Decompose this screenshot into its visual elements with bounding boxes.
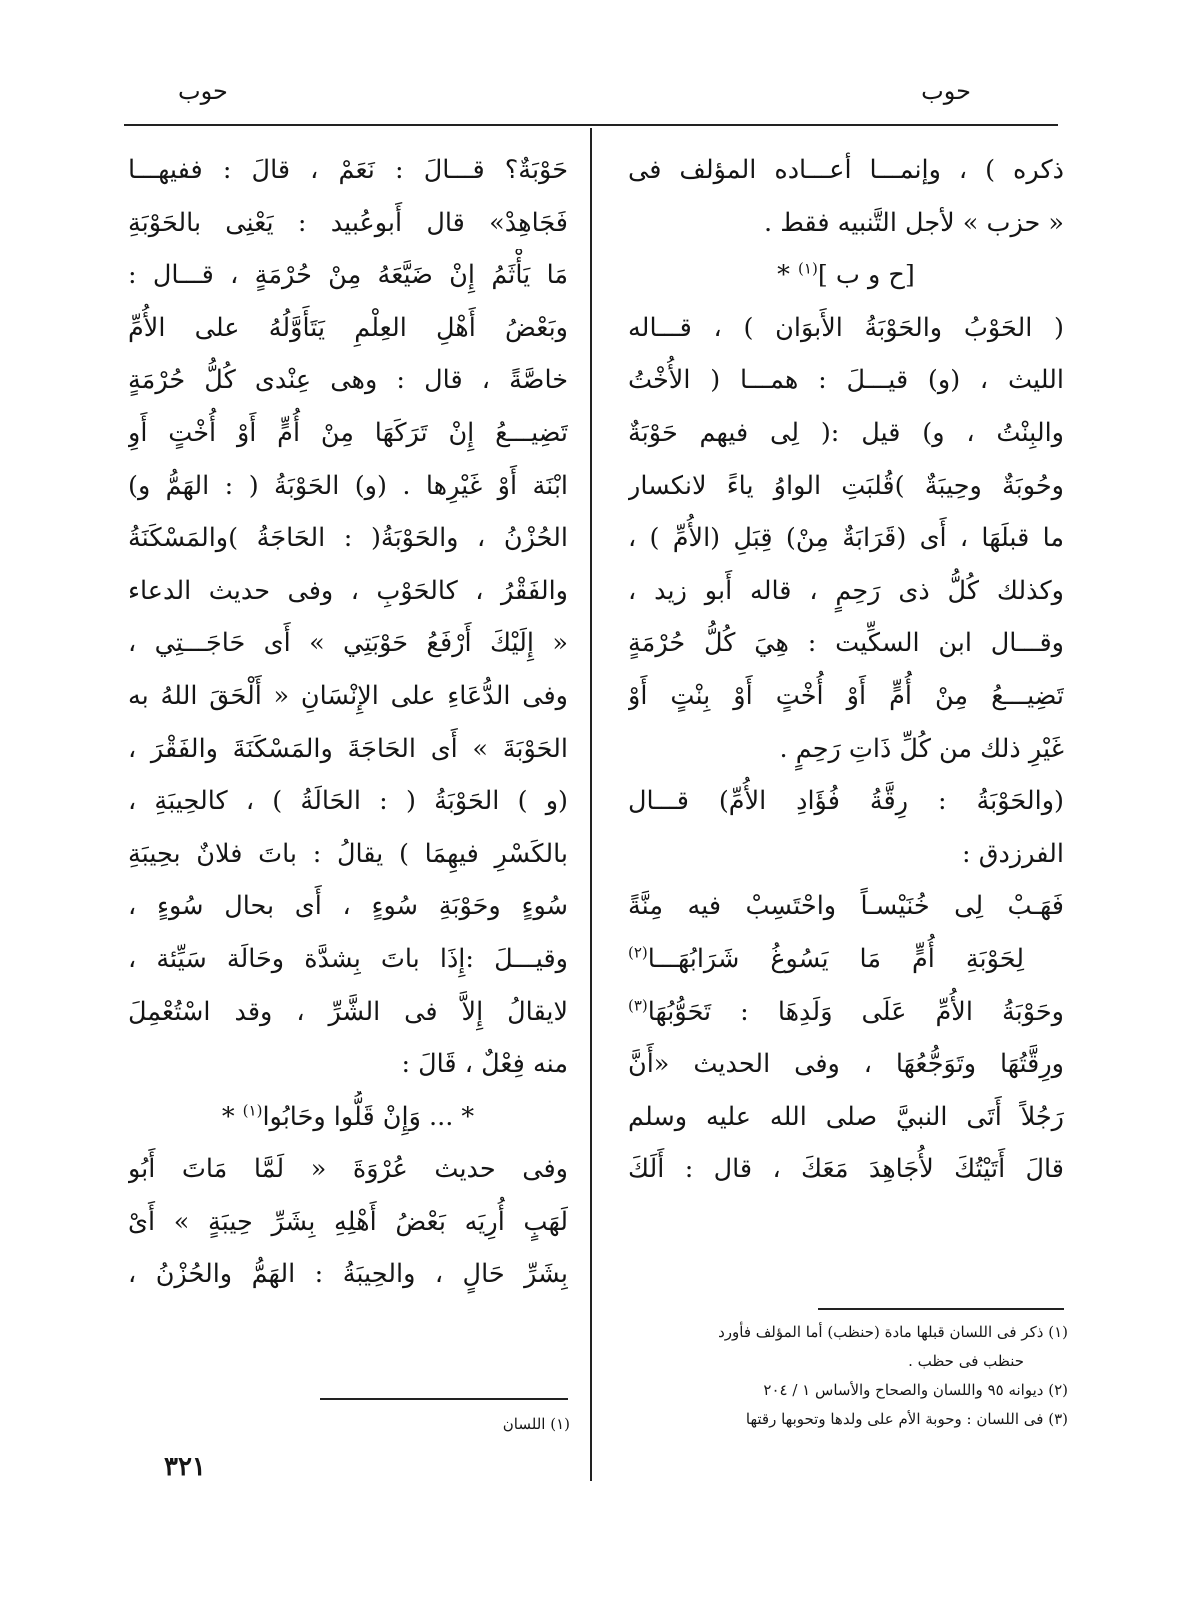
text-line: وكذلك كُلُّ ذى رَحِمٍ ، قاله أَبو زيد ، xyxy=(628,575,1064,606)
text-line: رَجُلاً أَتَى النبيَّ صلى الله عليه وسلم xyxy=(628,1101,1064,1132)
column-divider xyxy=(590,128,592,1481)
verse-line: فَهَـبْ لِى خُنَيْسـاً واحْتَسِبْ فيه مِنَّةً xyxy=(628,891,1064,922)
footnote-rule xyxy=(320,1398,568,1400)
text-line: مَا يَأْثَمُ إِنْ ضَيَّعَهُ مِنْ حُرْمَةٍ ، قـــال : xyxy=(128,260,568,291)
heading-text: [ح و ب ] xyxy=(817,260,915,291)
verse-line xyxy=(628,933,1064,986)
verse-mark: * xyxy=(221,1101,235,1132)
footnote: (١) اللسان xyxy=(502,1415,570,1433)
text-line: تَضِيـــعُ إِنْ تَرَكَهَا مِنْ أُمٍّ أَوْ أُخْتٍ أَوِ xyxy=(128,417,568,448)
footnote-ref: (٣) xyxy=(628,996,648,1014)
text-line: ( الحَوْبُ والحَوْبَةُ الأَبوَان ) ، قـــاله xyxy=(628,312,1064,343)
footnote-rule xyxy=(818,1308,1064,1310)
text-line: بِشَرِّ حَالٍ ، والحِيبَةُ : الهَمُّ والحُزْنُ ، xyxy=(128,1259,568,1290)
text-line: لايقالُ إِلاَّ فى الشَّرِّ ، وقد اسْتُعْمِلَ xyxy=(128,996,568,1027)
text-line: بالكَسْرِ فيهِمَا ) يقالُ : باتَ فلانٌ بحِيبَةِ xyxy=(128,838,568,869)
right-column xyxy=(628,144,1064,1196)
text-line: والبِنْتُ ، و) قيل :( لِى فيهم حَوْبَةٌ xyxy=(628,417,1064,448)
text-line: وفى الدُّعَاءِ على الإِنْسَانِ « أَلْحَقَ اللهُ به xyxy=(128,680,568,711)
footnote-ref: (١) xyxy=(798,259,818,278)
footnote: (٣) فى اللسان : وحوبة الأم على ولدها وتحوبها رقتها xyxy=(745,1410,1068,1428)
text-line: لَهَبٍ أُرِيَه بَعْضُ أَهْلِهِ بِشَرِّ حِيبَةٍ » أَىْ xyxy=(128,1206,568,1237)
text-line: الحُزْنُ ، والحَوْبَةُ( : الحَاجَةُ )والمَسْكَنَةُ xyxy=(128,523,568,554)
text-line: والفَقْرُ ، كالحَوْبِ ، وفى حديث الدعاء xyxy=(128,575,568,606)
text-line: فَجَاهِدْ» قال أَبوعُبيد : يَعْنِى بالحَوْبَةِ xyxy=(128,207,568,238)
footnotes-left xyxy=(300,1410,570,1439)
footnote-continuation: حنظب فى حظب . xyxy=(908,1352,1024,1370)
text-line: الفرزدق : xyxy=(962,838,1064,869)
heading-mark: * xyxy=(777,260,790,291)
text-line: الحَوْبَةَ » أَى الحَاجَةَ والمَسْكَنَةَ والفَقْرَ ، xyxy=(128,733,568,764)
footnotes-right xyxy=(608,1318,1068,1434)
footnote-ref: (٢) xyxy=(628,943,648,962)
text-line: الليث ، (و) قيـــلَ : همـــا ( الأُخْتُ xyxy=(628,365,1064,396)
text-line: غَيْرِ ذلك من كُلِّ ذَاتِ رَحِمٍ . xyxy=(779,733,1064,764)
text-line: « حزب » لأجل التَّنبيه فقط . xyxy=(764,207,1064,238)
text-line: ما قبلَهَا ، أَى (قَرَابَةٌ مِنْ) قِبَلِ (الأُمِّ ) ، xyxy=(628,523,1064,554)
header-rule xyxy=(124,124,1058,126)
running-head-left: حوب xyxy=(178,77,228,105)
page-number: ٣٢١ xyxy=(164,1452,206,1482)
text-line: ابْنَة أَوْ غَيْرِها . (و) الحَوْبَةُ ( : الهَمُّ و) xyxy=(128,470,568,501)
text-line: « إِلَيْكَ أَرْفَعُ حَوْبَتِي » أَى حَاجَـــتِي ، xyxy=(128,628,568,659)
footnote: (١) ذكر فى اللسان قبلها مادة (حنظب) أما المؤلف فأورد xyxy=(718,1323,1068,1341)
left-column xyxy=(128,144,568,1301)
entry-heading xyxy=(628,249,1064,302)
line-text: وحَوْبَةُ الأُمِّ عَلَى وَلَدِهَا : تَحَوُّبُهَا xyxy=(647,996,1064,1027)
text-line: وفى حديث عُرْوَةَ « لَمَّا مَاتَ أَبُو xyxy=(128,1154,568,1185)
text-line: قالَ أَتَيْتُكَ لأُجَاهِدَ مَعَكَ ، قال : أَلَكَ xyxy=(628,1154,1064,1185)
text-line: (و ) الحَوْبَةُ ( : الحَالَةُ ) ، كالحِيبَةِ ، xyxy=(128,786,568,817)
footnote: (٢) ديوانه ٩٥ واللسان والصحاح والأساس ١ / ٢٠٤ xyxy=(763,1381,1068,1399)
text-line: وقيـــلَ :إِذَا باتَ بِشدَّة وحَالَة سَيِّئة ، xyxy=(128,943,568,974)
text-line: وقـــال ابن السكِّيت : هِيَ كُلُّ حُرْمَةٍ xyxy=(628,628,1064,659)
verse-text: * ... وَإِنْ قَلُّوا وحَابُوا xyxy=(262,1101,475,1132)
text-line: (والحَوْبَةُ : رِقَّةُ فُؤَادِ الأُمِّ) قـــال xyxy=(628,786,1064,817)
text-line: تَضِيـــعُ مِنْ أُمٍّ أَوْ أُخْتٍ أَوْ بِنْتٍ أَوْ xyxy=(628,680,1064,711)
running-head-right: حوب xyxy=(921,77,971,105)
text-line: ورِقَّتُهَا وتَوَجُّعُهَا ، وفى الحديث «أَنَّ xyxy=(628,1049,1064,1080)
verse-line xyxy=(128,1091,568,1144)
text-line: سُوءٍ وحَوْبَةِ سُوءٍ ، أَى بحال سُوءٍ ، xyxy=(128,891,568,922)
text-line: خاصَّةً ، قال : وهى عِنْدى كُلُّ حُرْمَةٍ xyxy=(128,365,568,396)
text-line xyxy=(628,986,1064,1039)
text-line: منه فِعْلٌ ، قَالَ : xyxy=(401,1049,568,1080)
text-line: ذكره ) ، وإنمـــا أعـــاده المؤلف فى xyxy=(628,155,1064,185)
footnote-ref: (١) xyxy=(242,1101,263,1120)
verse-text: لِحَوْبَةِ أُمٍّ مَا يَسُوغُ شَرَابُهَـــا xyxy=(647,943,1024,974)
text-line: وحُوبَةٌ وحِيبَةٌ )قُلبَتِ الواوُ ياءً لانكسار xyxy=(628,470,1064,501)
text-line: وبَعْضُ أَهْلِ العِلْمِ يَتَأَوَّلُهُ على الأُمِّ xyxy=(128,312,568,343)
text-line: حَوْبَةٌ؟ قـــالَ : نَعَمْ ، قالَ : ففيهـــا xyxy=(128,155,568,185)
